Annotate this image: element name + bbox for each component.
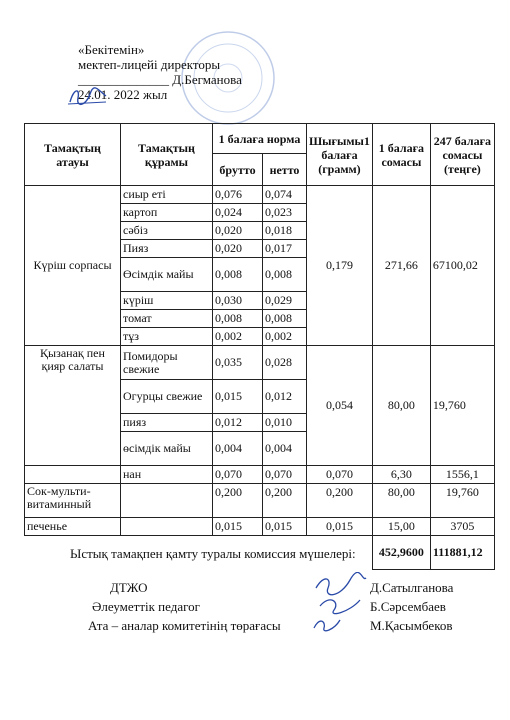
header-composition: Тамақтың құрамы <box>121 124 213 186</box>
ingredient-name: күріш <box>121 292 213 310</box>
ingredient-name: тұз <box>121 328 213 346</box>
member-role: Ата – аналар комитетінің төрағасы <box>88 618 281 633</box>
item-name: печенье <box>25 518 121 536</box>
item-net: 0,015 <box>263 518 307 536</box>
ingredient-gross: 0,008 <box>213 258 263 292</box>
item-gross: 0,070 <box>213 466 263 484</box>
ingredient-gross: 0,002 <box>213 328 263 346</box>
item-total: 1556,1 <box>430 466 494 484</box>
ingredient-gross: 0,008 <box>213 310 263 328</box>
ingredient-gross: 0,024 <box>213 204 263 222</box>
ingredient-net: 0,002 <box>263 328 307 346</box>
item-cost: 15,00 <box>372 518 430 536</box>
ingredient-gross: 0,015 <box>213 380 263 414</box>
approval-signature-line: ______________ Д.Бегманова <box>78 72 242 87</box>
ingredient-net: 0,008 <box>263 310 307 328</box>
ingredient-name: сиыр еті <box>121 186 213 204</box>
item-net: 0,200 <box>263 484 307 518</box>
table-row <box>25 484 495 518</box>
dish-cost: 271,66 <box>372 186 430 346</box>
dish-name: Күріш сорпасы <box>25 186 121 346</box>
item-name: нан <box>121 466 213 484</box>
member-role: ДТЖО <box>110 580 148 595</box>
header-cost-per-child: 1 балаға сомасы <box>372 124 430 186</box>
ingredient-name: өсімдік майы <box>121 432 213 466</box>
ingredient-name: томат <box>121 310 213 328</box>
table-row <box>25 346 495 380</box>
approval-date: 24.01. 2022 жыл <box>78 87 168 102</box>
item-yield: 0,015 <box>307 518 373 536</box>
header-net: нетто <box>263 154 307 186</box>
total-cost: 452,9600 <box>372 536 430 570</box>
dish-total: 19,760 <box>430 346 494 466</box>
table-row <box>25 466 495 484</box>
member-name: Б.Сәрсембаев <box>370 599 446 614</box>
item-name: Сок-мульти-витаминный <box>25 484 121 518</box>
ingredient-name: Пияз <box>121 240 213 258</box>
ingredient-name: Огурцы свежие <box>121 380 213 414</box>
item-yield: 0,070 <box>307 466 373 484</box>
ingredient-net: 0,004 <box>263 432 307 466</box>
header-dish-name: Тамақтың атауы <box>25 124 121 186</box>
item-cost: 80,00 <box>372 484 430 518</box>
ingredient-name: пияз <box>121 414 213 432</box>
ingredient-gross: 0,035 <box>213 346 263 380</box>
member-name: Д.Сатылганова <box>370 580 454 595</box>
table-row <box>25 518 495 536</box>
commission-signatures <box>310 572 370 634</box>
item-net: 0,070 <box>263 466 307 484</box>
dish-cost: 80,00 <box>372 346 430 466</box>
ingredient-name: картоп <box>121 204 213 222</box>
item-cost: 6,30 <box>372 466 430 484</box>
empty-cell <box>25 466 121 484</box>
commission-heading: Ыстық тамақпен қамту туралы комиссия мүшелері: <box>70 546 356 561</box>
grand-total: 111881,12 <box>430 536 494 570</box>
dish-total: 67100,02 <box>430 186 494 346</box>
ingredient-gross: 0,020 <box>213 240 263 258</box>
director-name: Д.Бегманова <box>172 72 242 87</box>
ingredient-net: 0,023 <box>263 204 307 222</box>
ingredient-net: 0,008 <box>263 258 307 292</box>
approval-position: мектеп-лицейі директоры <box>78 57 221 72</box>
ingredient-net: 0,018 <box>263 222 307 240</box>
ingredient-name: сәбіз <box>121 222 213 240</box>
member-name: М.Қасымбеков <box>370 618 453 633</box>
header-total: 247 балаға сомасы (теңге) <box>430 124 494 186</box>
ingredient-name: Помидоры свежие <box>121 346 213 380</box>
ingredient-net: 0,012 <box>263 380 307 414</box>
member-role: Әлеуметтік педагог <box>92 599 200 614</box>
header-gross: брутто <box>213 154 263 186</box>
empty-cell <box>121 518 213 536</box>
ingredient-gross: 0,076 <box>213 186 263 204</box>
commission-names <box>370 578 453 635</box>
item-yield: 0,200 <box>307 484 373 518</box>
dish-name: Қызанақ пен қияр салаты <box>25 346 121 466</box>
director-signature <box>66 84 110 110</box>
ingredient-net: 0,010 <box>263 414 307 432</box>
ingredient-net: 0,017 <box>263 240 307 258</box>
ingredient-gross: 0,030 <box>213 292 263 310</box>
ingredient-net: 0,028 <box>263 346 307 380</box>
item-total: 3705 <box>430 518 494 536</box>
ingredient-gross: 0,004 <box>213 432 263 466</box>
dish-yield: 0,179 <box>307 186 373 346</box>
item-gross: 0,200 <box>213 484 263 518</box>
table-row <box>25 186 495 204</box>
header-row <box>25 124 495 154</box>
ingredient-net: 0,029 <box>263 292 307 310</box>
header-yield: Шығымы1 балаға (грамм) <box>307 124 373 186</box>
ingredient-net: 0,074 <box>263 186 307 204</box>
menu-table <box>24 123 495 570</box>
header-norm: 1 балаға норма <box>213 124 307 154</box>
ingredient-gross: 0,012 <box>213 414 263 432</box>
item-total: 19,760 <box>430 484 494 518</box>
empty-cell <box>121 484 213 518</box>
approval-title: «Бекітемін» <box>78 42 145 57</box>
item-gross: 0,015 <box>213 518 263 536</box>
ingredient-gross: 0,020 <box>213 222 263 240</box>
ingredient-name: Өсімдік майы <box>121 258 213 292</box>
commission-roles <box>88 578 281 635</box>
dish-yield: 0,054 <box>307 346 373 466</box>
